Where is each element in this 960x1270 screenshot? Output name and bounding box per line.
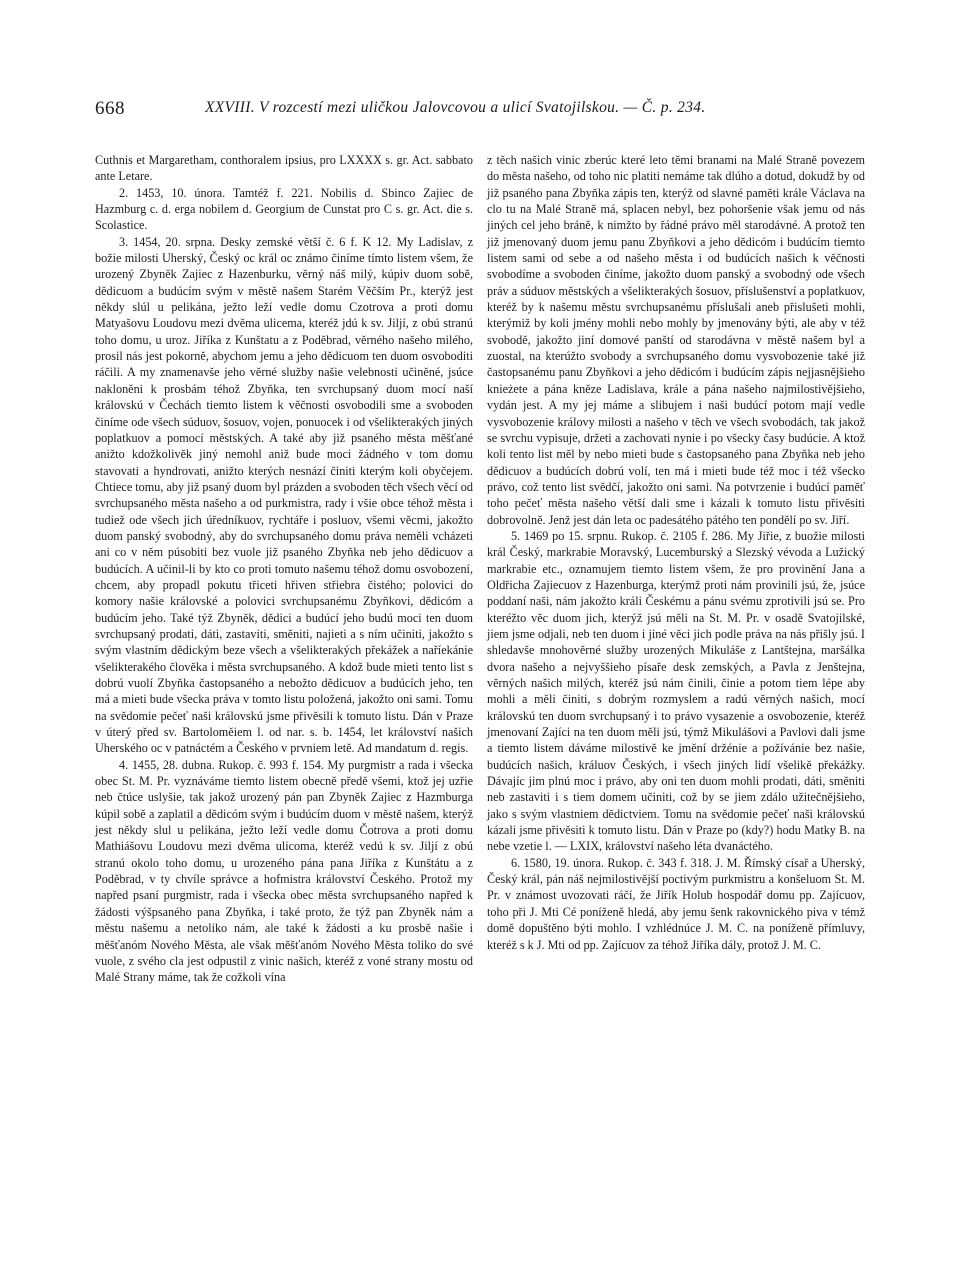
left-paragraph: Cuthnis et Margaretham, conthoralem ipsius, pro LXXXX s. gr. Act. sabbato ante Letare. [95, 153, 473, 184]
right-paragraph: 6. 1580, 19. února. Rukop. č. 343 f. 318. J. M. Římský císař a Uherský, Český král, pán náš nejmilostivější poctivým purkmistru a konšeluom St. M. Pr. v známost uvozovati ráčí, že Jiřík Holub hospodář domu pp. Zajícuov, toho při J. Mti Cé poníženě hledá, aby jemu šenk rakovnického piva v témž domě dopuštěno býti mohlo. I vzhlédnúce J. M. C. na poníženě přímluvy, kteréž s k J. Mti od pp. Zajícuov za téhož Jiříka dály, protož J. M. C. [487, 855, 865, 952]
right-paragraph: 5. 1469 po 15. srpnu. Rukop. č. 2105 f. 286. My Jiřie, z buožie milosti král Český, markrabie Moravský, Lucemburský a Slezský vévoda a Lužický markrabie etc., oznamujem tiemto listem všem, že pro provinění Jana a Oldřicha Zajiecuov z Hazenburga, kterýmž proti nám provinili jsú, že, jsúce poddaní naši, nám jakožto králi Českému a pánu svému zprotivili jsú se. Pro kteréžto věc duom jich, kterýž jsú měli na St. M. Pr. v osadě Svatojilské, jiem jsme odjali, neb ten duom i jiné věci jich podle práva na nás přišly jsú. I shledavše mnohověrné služby urozených Mikuláše z Lantštejna, maršálka dvora našeho a nejvyššieho písaře desk zemských, a Pavla z Jenštejna, věrných našich milých, kteréž jsú nám činili, činie a potom tiem lépe aby mohli a měli činiti, s dobrým rozmyslem a radú věrných našich, mocí královskú ten duom svrchupsaný i to právo vysazenie a osvobozenie, kteréž jmenovaní Zajíci na ten duom měli jsú, týmž Mikulášovi a Pavlovi dali jsme a tiemto listem dáváme milostivě ke jmění držénie a požívánie bez našie, budúcích našich, králuov Českých, i všech jiných lidí všelikě překážky. Dávajíc jim plnú moc i právo, aby oni ten duom mohli prodati, dáti, směniti neb zastaviti i s tiem domem učiniti, což by se jiem zdálo užitečnějšieho, jako s svým vlastniem dědictviem. Tomu na svědomie pečeť naši královskú kázali jsme přivěsiti k tomuto listu. Dán v Praze po (kdy?) hodu Matky B. na nebe vzetie l. — LXIX, království našeho léta dvanáctého. [487, 528, 865, 854]
right-column [487, 152, 865, 953]
running-title: XXVIII. V rozcestí mezi uličkou Jalovcovou a ulicí Svatojilskou. — Č. p. 234. [205, 99, 706, 116]
page-header [95, 98, 885, 122]
left-paragraph: 3. 1454, 20. srpna. Desky zemské větší č. 6 f. K 12. My Ladislav, z božie milosti Uherský, Český oc král oc známo činíme tímto listem všem, že urozený Zbyněk Zajiec z Hazenburku, věrný náš milý, kúpiv duom sobě, dědicuom a budúcím svým v městě našem Starém Věčším Pr., kterýž jest někdy slúl u pelikána, ježto leží vedle domu Czotrova a proti domu Matyašovu Loudovu mezi dvěma ulicema, kteréž jdú k sv. Jiljí, z obú stranú toho domu, u uroz. Jiříka z Kunštatu a z Poděbrad, věrného našeho milého, prosil nás jest pokorně, abychom jemu a jeho dědicuom ten duom osvoboditi ráčili. A my znamenavše jeho věrné služby našie velebnosti učiněné, jsúce nakloněni k prosbám téhož Zbyňka, ten svrchupsaný duom mocí naší královskú v Čechách tiemto listem k věčnosti osvobodili sme a svoboden činíme ode všech súduov, šosuov, vojen, ponuocek i od všelikterakých jiných poplatkuov a pomocí městských. A také aby již psaného města měšťané anižto kdožkolivěk jiný nemohl aniž bude moci žádného v tom domu stavovati a hyndrovati, anižto kterých nesnází činiti kterým koli obyčejem. Chtiece tomu, aby již psaný duom byl prázden a svoboden těch všech věcí od svrchupsaného města našeho a od purkmistra, rady i všie obce téhož města i tudiež ode všech jich úředníkuov, rychtáře i posluov, všemi věcmi, jakožto duom panský svobodný, aby do svrchupsaného domu práva neměli vcházeti ani co v něm púsobiti bez vuole již psaného Zbyňka neb jeho dědicuov a budúcích. A učinil-li by kto co proti tomuto našemu téhož domu osvobození, chcem, aby propadl pokutu třiceti hřiven střiebra čistého; polovici do komory našie královské a polovici svrchupsanému Zbyňkovi, dědicóm a budúcím jeho. Také týž Zbyněk, dědici a budúcí jeho budú moci ten duom svrchupsaný prodati, dáti, zastaviti, směniti, najieti a s ním učiniti, jakožto s svým vlastním dědickým beze všech a všelikterakých překážek a naříekánie všelikterakého člověka i města svrchupsaného. A kdož bude mieti tento list s dobrú vuolí Zbyňka častopsaného a nebožto dědicuov a budúcích jeho, ten má a mieti bude všecka práva v tomto listu položená, jakožto oni sami. Tomu na svědomie pečeť naši královskú jsme přivěsili k tomuto listu. Dán v Praze v úterý před sv. Bartoloměiem l. od nar. s. b. 1454, let království našich Uherského oc v patnáctém a Českého v prvniem letě. Ad mandatum d. regis. [95, 234, 473, 756]
left-column [95, 152, 473, 986]
left-paragraph: 4. 1455, 28. dubna. Rukop. č. 993 f. 154. My purgmistr a rada i všecka obec St. M. Pr. vyznáváme tiemto listem obecně předě všemi, ktož jej uzřie neb čtúce uslyšie, tak jakož urozený pán pan Zbyněk Zajiec z Hazmburga kúpil sobě a zaplatil a dědicóm svým i budúcím duom v městě našem, kterýž jest někdy slul u pelikána, ježto leží vedle domu Čotrova a proti domu Mathiášovu Loudovu mezi dvěma ulicoma, kteréž vedú k sv. Jiljí z obú stranú okolo toho domu, u urozeného pána pana Jiříka z Kunštátu a z Poděbrad, v ty chvíle správce a hofmistra království Českého. Protož my napřed psaní purgmistr, rada i všecka obec města svrchupsaného napřed k žádosti výšpsaného pana Zbyňka, i také proto, že týž pan Zbyněk nám a městu našemu a netoliko nám, ale také k žádosti a ku prosbě našie i měšťanóm Nového Města, ale však měšťanóm Nového Města toliko do své vuole, z svého cla jest odpustil z vinic našich, kteréž z voné strany mostu od Malé Strany máme, tak že cožkoli vína [95, 757, 473, 985]
left-paragraph: 2. 1453, 10. února. Tamtéž f. 221. Nobilis d. Sbinco Zajiec de Hazmburg c. d. erga nobilem d. Georgium de Cunstat pro C s. gr. Act. die s. Scolastice. [95, 185, 473, 233]
right-paragraph: z těch našich vinic zberúc které leto těmi branami na Malé Straně povezem do města našeho, od toho nic platiti nemáme tak dlúho a dotud, dokudž by od již psaného pana Zbyňka zápis ten, kterýž od slavné paměti krále Václava na clo tu na Malé Straně má, splacen nebyl, bez pohoršenie však jemu od nás jiných cel jeho bráně, k nimžto by řádné právo měl starodávné. A protož ten již jmenovaný duom jemu panu Zbyňkovi a jeho dědicóm i budúcím tiemto listem sami od sebe a od našeho města i od budúcích našich k věčnosti svobodíme a svoboden činíme, jakožto duom panský a svobodný ode všech práv a súduov městských a všelikterakých šosuov, příslušenství a poplatkuov, kteréž by k našemu městu svrchupsanému příslušali aneb přislušeti mohli, kterýmiž by koli jmény mohli nebo mohly by jmenovány býti, ale aby v též svobodě, jakožto jiní domové panští od starodávna v městě našem byl a zuostal, na kterúžto svobody a svrchupsaného domu vysvobozenie také již častopsanému panu Zbyňkovi a jeho dědicóm i budúcím zápis nejjasnějšieho knieżete a pána kněze Ladislava, krále a pána našeho najmilostivějšieho, vydán jest. A my jej máme a slibujem i naši budúcí potom mají vedle vysvobozenie královy milosti a našeho v těch ve všech svobodách, tak jakož se svrchu vypisuje, držeti a zachovati nynie i po všecky časy budúcie. A ktož koli tento list měl by nebo mieti bude s častopsaného pana Zbyňka neb jeho dědicuov a budúcích dobrú volí, ten má i mieti bude též moc i též všecko právo, což tento list svědčí, jakožto oni sami. Na potvrzenie i budúcí paměť toho pečeť města našeho větší dali sme i kázali k tomuto listu přivěsiti dobrovolně. Jenž jest dán leta oc padesátého pátého ten pondělí po sv. Jiří. [487, 153, 865, 527]
page-number: 668 [95, 98, 125, 119]
